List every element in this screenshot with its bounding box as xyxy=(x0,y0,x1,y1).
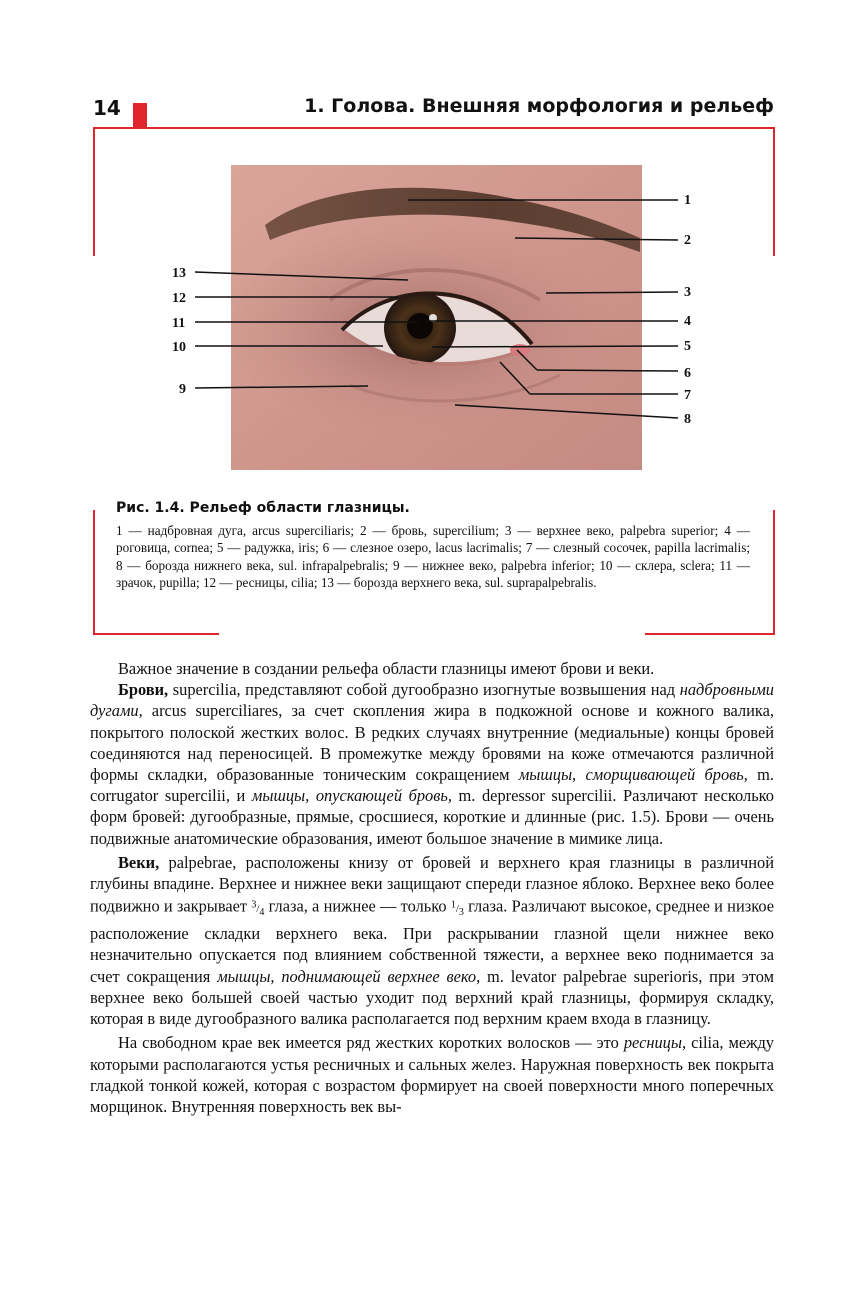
frame-line xyxy=(93,633,219,635)
text-run: palpebrae, расположены книзу от бровей и верхнего края глазницы в различной глубины впадине. Верхнее и нижнее веки защищают спереди глазное яблоко. Верхнее веко более подвижно и закрывает xyxy=(90,852,774,916)
callout-2: 2 xyxy=(684,233,691,248)
paragraph-3 xyxy=(90,852,774,1029)
figure-caption-body: 1 — надбровная дуга, arcus superciliaris; 2 — бровь, supercilium; 3 — верхнее веко, palpebra superior; 4 — роговица, cornea; 5 — радужка, iris; 6 — слезное озеро, lacus lacrimalis; 7 — слезный сосочек, papilla lacrimalis; 8 — борозда нижнего века, sul. infrapalpebralis; 9 — нижнее веко, palpebra inferior; 10 — склера, sclera; 11 — зрачок, pupilla; 12 — ресницы, cilia; 13 — борозда верхнего века, sul. suprapalpebralis. xyxy=(116,523,750,591)
page-number: 14 xyxy=(93,96,121,120)
callout-8: 8 xyxy=(684,412,691,427)
italic-term: мышцы, сморщивающей бровь, xyxy=(518,765,748,785)
italic-term: мышцы, опускающей бровь, xyxy=(251,786,452,806)
callout-10: 10 xyxy=(172,340,186,355)
fraction-numerator: 1 xyxy=(450,899,456,911)
text-run: arcus superciliares, за счет скопления жира в подкожной основе и кожного валика, покрытого полоской жестких волос. В редких случаях внутренние (медиальные) концы бровей соединяются над переносицей. В промежутке между бровями на коже отмечаются различной формы складки, образованные тоническим сокращением xyxy=(90,701,774,785)
paragraph-4 xyxy=(90,1032,774,1117)
callout-1: 1 xyxy=(684,193,691,208)
fraction-three-quarters: $^3/_4$ xyxy=(251,899,265,919)
paragraph-2 xyxy=(90,679,774,849)
italic-term: надбровными дугами, xyxy=(90,680,774,721)
italic-term: мышцы, поднимающей верхнее веко, xyxy=(217,966,481,986)
fraction-numerator: 3 xyxy=(251,899,257,911)
frame-line xyxy=(93,510,95,635)
fraction-one-third: $^1/_3$ xyxy=(450,899,464,919)
frame-line xyxy=(773,510,775,635)
callout-4: 4 xyxy=(684,314,691,329)
figure-caption-title: Рис. 1.4. Рельеф области глазницы. xyxy=(116,500,410,516)
italic-term: ресницы, xyxy=(623,1033,687,1053)
callout-9: 9 xyxy=(179,382,186,397)
running-head: 1. Голова. Внешняя морфология и рельеф xyxy=(304,95,774,117)
text-run: supercilia, представляют собой дугообразно изогнутые возвышения над xyxy=(168,680,680,700)
eye-photo xyxy=(230,165,650,470)
text-run: cilia, между которыми располагаются устья ресничных и сальных желез. Наружная поверхность век покрыта гладкой тонкой кожей, которая с возрастом формирует на своей поверхности много поперечных морщинок. Внутренняя поверхность век вы- xyxy=(90,1033,775,1116)
paragraph-1: Важное значение в создании рельефа области глазницы имеют брови и веки. xyxy=(118,659,655,678)
fraction-denominator: 4 xyxy=(259,907,265,919)
callout-5: 5 xyxy=(684,339,691,354)
figure-eye-photo xyxy=(0,0,844,500)
callout-13: 13 xyxy=(172,266,186,281)
term-eyelids: Веки, xyxy=(118,852,160,872)
text-run: m. depressor supercilii. Различают несколько форм бровей: дугообразные, прямые, сросшиеся, короткие и длинные (рис. 1.5). Брови — очень подвижные анатомические образования, имеют большое значение в мимике лица. xyxy=(90,786,774,848)
callout-11: 11 xyxy=(172,316,186,331)
callout-3: 3 xyxy=(684,285,691,300)
callout-7: 7 xyxy=(684,388,691,403)
text-run: глаза, а нижнее — только xyxy=(264,896,451,916)
frame-line xyxy=(645,633,775,635)
callout-12: 12 xyxy=(172,291,186,306)
text-run: глаза. Различают высокое, среднее и низкое расположение складки верхнего века. При раскрывании глазной щели нижнее веко незначительно опускается под влиянием собственной тяжести, а верхнее веко поднимается за счет сокращения xyxy=(90,896,774,986)
text-run: На свободном крае век имеется ряд жестких коротких волосков — это xyxy=(118,1033,624,1053)
body-text xyxy=(90,658,774,1117)
text-run: m. corrugator supercilii, и xyxy=(90,765,774,806)
callout-6: 6 xyxy=(684,366,691,381)
text-run: m. levator palpebrae superioris, при этом верхнее веко большей своей частью уходит под верхний край глазницы, формируя складку, которая в виде дугообразного валика располагается под верхним краем входа в глазницу. xyxy=(90,966,774,1029)
fraction-denominator: 3 xyxy=(458,907,464,919)
term-brows: Брови, xyxy=(118,680,169,700)
